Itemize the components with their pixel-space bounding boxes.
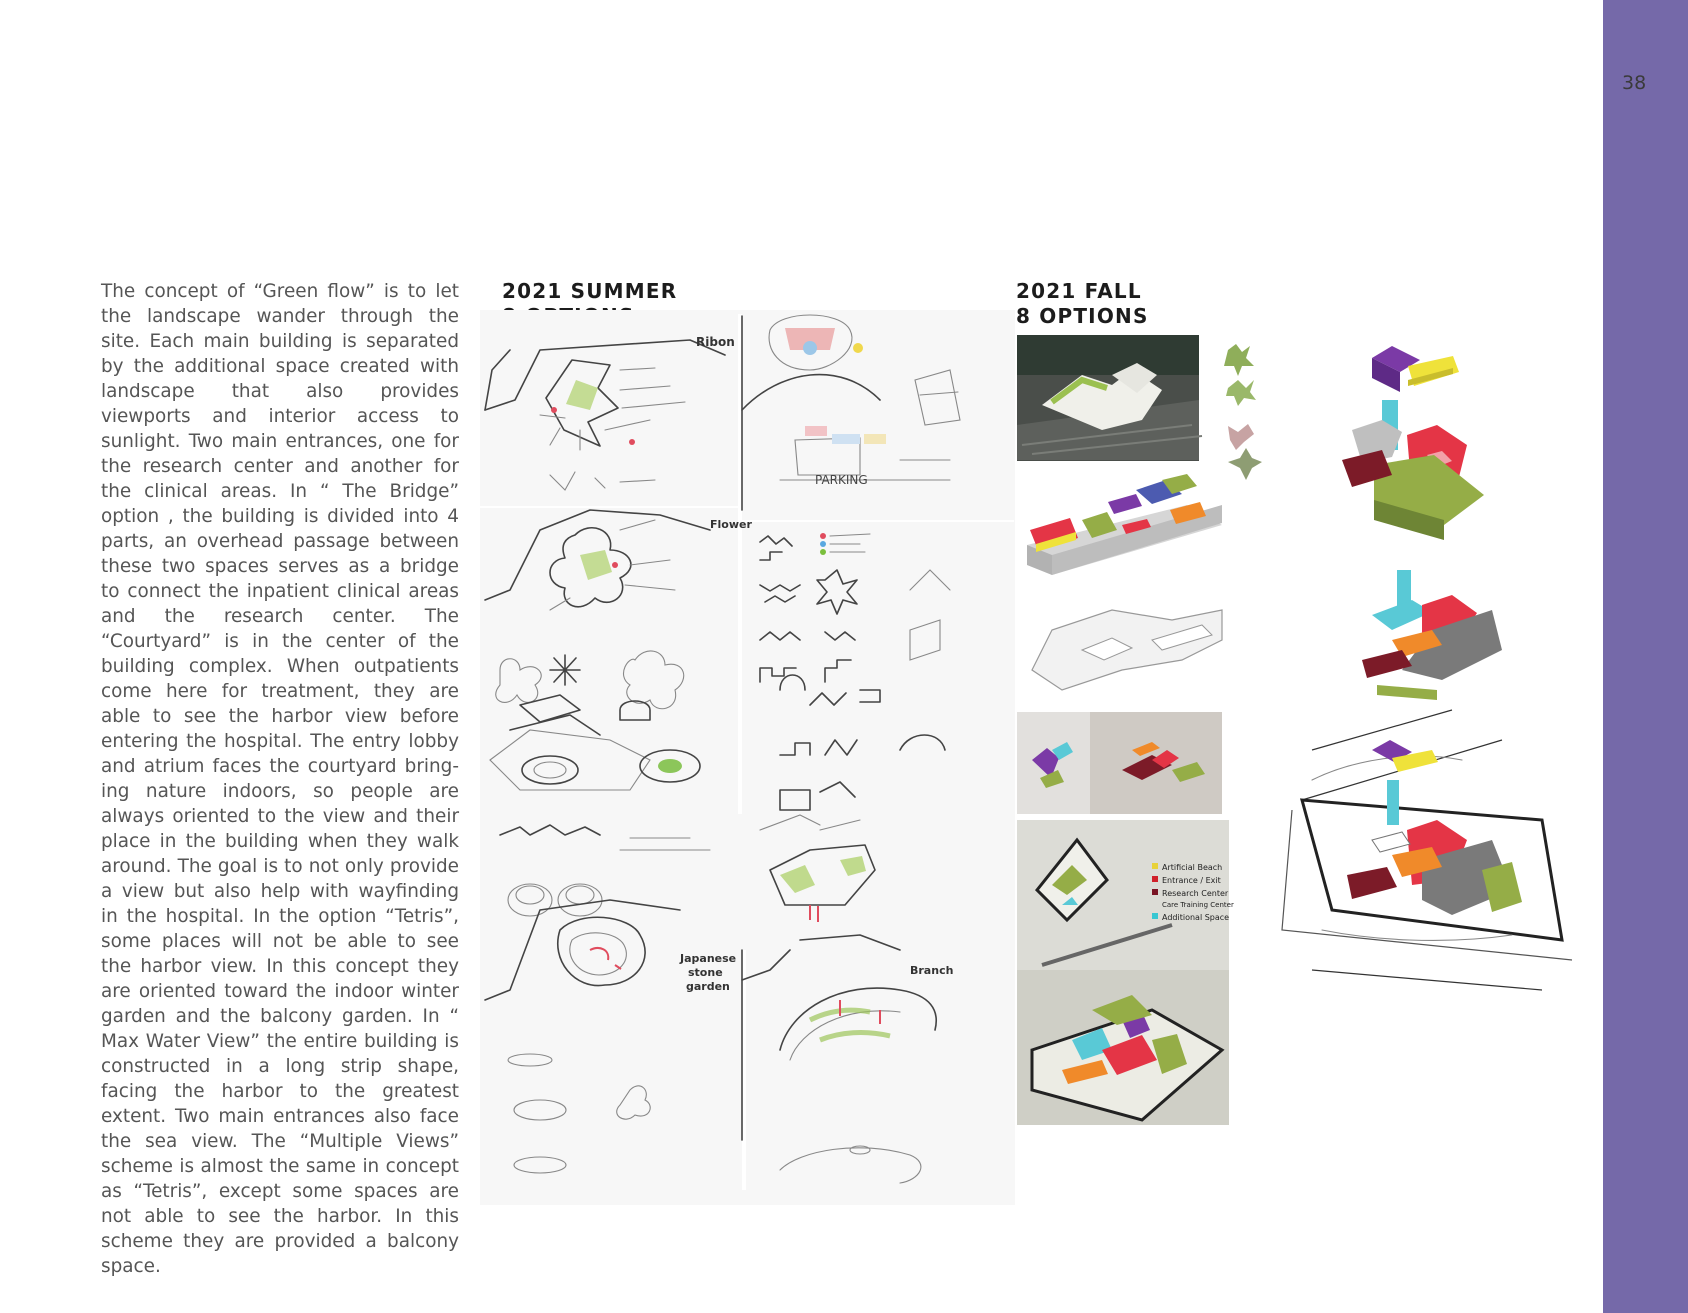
site-sketch-with-massing	[1282, 710, 1572, 990]
legend-research-center: Research Center	[1162, 889, 1229, 898]
white-massing-model	[1032, 610, 1222, 690]
label-garden: garden	[686, 980, 730, 993]
legend-additional-space: Additional Space	[1162, 913, 1230, 922]
shape-icon-column	[1224, 344, 1262, 480]
aerial-render-photo	[1017, 335, 1202, 461]
summer-sketch-collage	[480, 310, 1015, 1205]
legend-entrance-exit: Entrance / Exit	[1162, 876, 1221, 885]
fall-collage	[1012, 330, 1584, 1130]
label-branch: Branch	[910, 964, 954, 977]
label-ribbon: Ribon	[696, 335, 735, 349]
colored-massing-model-2	[1342, 346, 1484, 540]
fall-title-line1: 2021 FALL	[1016, 279, 1142, 303]
label-flower: Flower	[710, 518, 752, 531]
colored-massing-model-3	[1362, 570, 1502, 700]
label-stone: stone	[688, 966, 723, 979]
legend-artificial-beach: Artificial Beach	[1162, 863, 1223, 872]
physical-model-photo	[1017, 712, 1222, 814]
label-japanese: Japanese	[680, 952, 737, 965]
legend-care-training-center: Care Training Center	[1162, 901, 1234, 909]
annotated-site-plan-photo	[1017, 820, 1234, 1125]
side-color-band	[1603, 0, 1688, 1313]
label-parking: PARKING	[815, 473, 868, 487]
page-number: 38	[1622, 72, 1647, 94]
concept-description: The concept of “Green flow” is to let the landscape wander through the site. Each main building is separated by the additional space created with landscape that also provides viewports and interior access to sunlight. Two main entrances, one for the research center and another for the clinical areas. In “ The Bridge” option , the building is divided into 4 parts, an overhead passage between these two spaces serves as a bridge to connect the inpatient clinical areas and the research center. The “Courtyard” is in the center of the building complex. When outpatients come here for treatment, they are able to see the harbor view before entering the hospital. The entry lobby and atrium faces the courtyard bringing nature indoors, so people are always oriented to the view and their place in the building when they walk around. The goal is to not only provide a view but also help with wayfinding in the hospital. In the option “Tetris”, some places will not be able to see the harbor view. In this concept they are oriented toward the indoor winter garden and the balcony garden. In “ Max Water View” the entire building is constructed in a long strip shape, facing the harbor to the greatest extent. Two main entrances also face the sea view. The “Multiple Views” scheme is almost the same in concept as “Tetris”, except some spaces are not able to see the harbor. In this scheme they are provided a balcony space.	[101, 281, 459, 1277]
fall-title-line2: 8 OPTIONS	[1016, 304, 1149, 328]
colored-massing-model-1	[1027, 474, 1222, 575]
summer-title-line1: 2021 SUMMER	[502, 279, 678, 303]
fall-section-title	[1016, 279, 1149, 329]
